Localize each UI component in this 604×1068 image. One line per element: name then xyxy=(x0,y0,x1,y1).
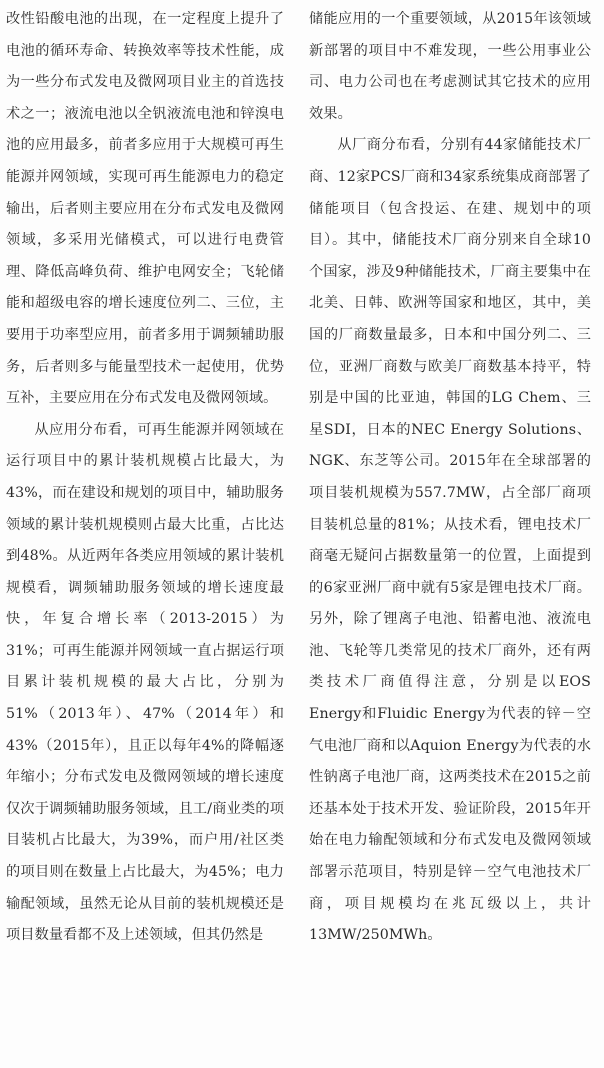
left-paragraph-1: 改性铅酸电池的出现，在一定程度上提升了电池的循环寿命、转换效率等技术性能，成为一些分布式发电及微网项目业主的首选技术之一；液流电池以全钒液流电池和锌溴电池的应用最多，前者多应用于大规模可再生能源并网领域，实现可再生能源电力的稳定输出，后者则主要应用在分布式发电及微网领域，多采用光储模式，可以进行电费管理、降低高峰负荷、维护电网安全；飞轮储能和超级电容的增长速度位列二、三位，主要用于功率型应用，前者多用于调频辅助服务，后者则多与能量型技术一起使用，优势互补，主要应用在分布式发电及微网领域。 xyxy=(6,11,284,407)
left-paragraph-2: 从应用分布看，可再生能源并网领域在运行项目中的累计装机规模占比最大，为43%，而在建设和规划的项目中，辅助服务领域的累计装机规模则占最大比重，占比达到48%。从近两年各类应用领域的累计装机规模看，调频辅助服务领域的增长速度最快，年复合增长率（2013-2015）为31%；可再生能源并网领域一直占据运行项目累计装机规模的最大占比，分别为51%（2013年）、47%（2014年）和43%（2015年），且正以每年4%的降幅逐年缩小；分布式发电及微网领域的增长速度仅次于调频辅助服务领域，且工/商业类的项目装机占比最大，为39%，而户用/社区类的项目则在数量上占比最大，为45%；电力输配领域，虽然无论从目前的装机规模还是项目数量看都不及上述领域，但其仍然是 xyxy=(6,421,284,944)
right-column xyxy=(309,4,591,952)
right-paragraph-2: 从厂商分布看，分别有44家储能技术厂商、12家PCS厂商和34家系统集成商部署了储能项目（包含投运、在建、规划中的项目）。其中，储能技术厂商分别来自全球10个国家，涉及9种储能技术，厂商主要集中在北美、日韩、欧洲等国家和地区，其中，美国的厂商数量最多，日本和中国分列二、三位，亚洲厂商数与欧美厂商数基本持平，特别是中国的比亚迪，韩国的LG Chem、三星SDI，日本的NEC Energy Solutions、NGK、东芝等公司。2015年在全球部署的项目装机规模为557.7MW，占全部厂商项目装机总量的81%；从技术看，锂电技术厂商毫无疑问占据数量第一的位置，上面提到的6家亚洲厂商中就有5家是锂电技术厂商。另外，除了锂离子电池、铅蓄电池、液流电池、飞轮等几类常见的技术厂商外，还有两类技术厂商值得注意，分别是以EOS Energy和Fluidic Energy为代表的锌－空气电池厂商和以Aquion Energy为代表的水性钠离子电池厂商，这两类技术在2015之前还基本处于技术开发、验证阶段，2015年开始在电力输配领域和分布式发电及微网领域部署示范项目，特别是锌－空气电池技术厂商，项目规模均在兆瓦级以上，共计13MW/250MWh。 xyxy=(309,137,591,944)
left-column xyxy=(6,4,284,952)
right-paragraph-1: 储能应用的一个重要领域，从2015年该领域新部署的项目中不难发现，一些公用事业公司、电力公司也在考虑测试其它技术的应用效果。 xyxy=(309,11,591,122)
